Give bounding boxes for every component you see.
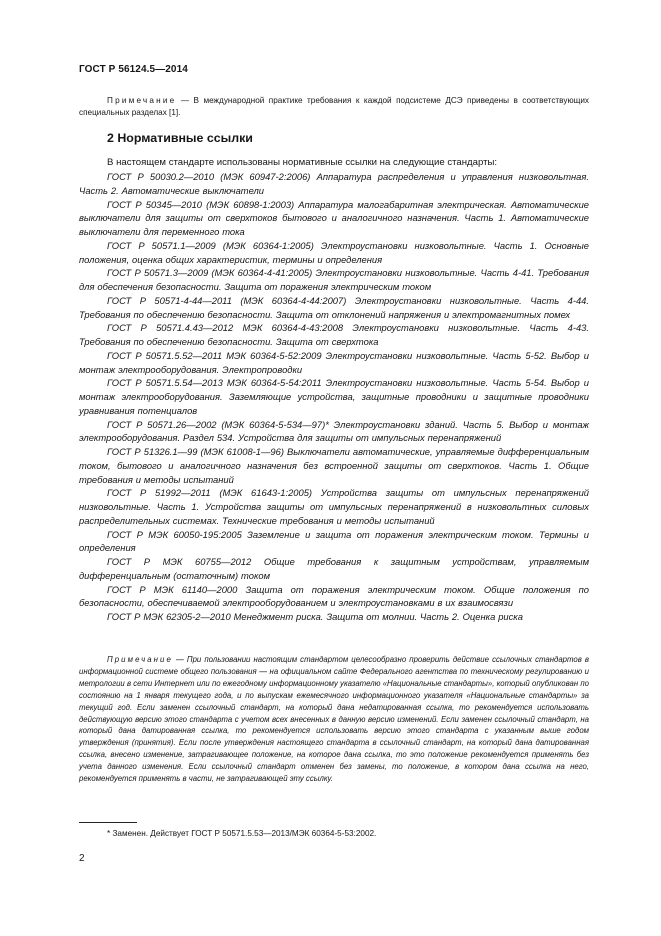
section-title: 2 Нормативные ссылки — [107, 131, 253, 145]
reference-item: ГОСТ Р 50571.26—2002 (МЭК 60364-5-534—97)* Электроустановки зданий. Часть 5. Выбор и монтаж электрооборудования. Раздел 534. Устройства для защиты от импульсных перенапряжений — [79, 418, 589, 444]
section-intro: В настоящем стандарте использованы нормативные ссылки на следующие стандарты: — [107, 157, 498, 168]
reference-item: ГОСТ Р 50571.5.54—2013 МЭК 60364-5-54:2011 Электроустановки низковольтные. Часть 5-54. Выбор и монтаж электрооборудования. Заземляющие устройства, защитные проводники и защитные проводники уравнивания потенциалов — [79, 377, 589, 416]
footnote: * Заменен. Действует ГОСТ Р 50571.5.53—2013/МЭК 60364-5-53:2002. — [107, 829, 377, 838]
note-standards-usage — [79, 654, 589, 785]
reference-item: ГОСТ Р МЭК 62305-2—2010 Менеджмент риска. Защита от молнии. Часть 2. Оценка риска — [107, 611, 523, 622]
reference-item: ГОСТ Р МЭК 60755—2012 Общие требования к защитным устройствам, управляемым дифференциальным (остаточным) током — [79, 556, 589, 581]
note-label: Примечание — [107, 96, 177, 105]
normative-references-list — [79, 170, 589, 624]
reference-item: ГОСТ Р МЭК 60050-195:2005 Заземление и защита от поражения электрическим током. Термины и определения — [79, 528, 589, 554]
document-code-header: ГОСТ Р 56124.5—2014 — [79, 64, 188, 75]
reference-item: ГОСТ Р 51326.1—99 (МЭК 61008-1—96) Выключатели автоматические, управляемые дифференциальным током, бытового и аналогичного назначения без встроенной защиты от сверхтоков. Часть 1. Общие требования и методы испытаний — [79, 446, 589, 485]
reference-item: ГОСТ Р 50571.4.43—2012 МЭК 60364-4-43:2008 Электроустановки низковольтные. Часть 4-43. Требования по обеспечению безопасности. Защита от сверхтока — [79, 322, 589, 347]
page-number: 2 — [79, 853, 85, 864]
footnote-divider — [79, 822, 137, 823]
reference-item: ГОСТ Р 50571-4-44—2011 (МЭК 60364-4-44:2007) Электроустановки низковольтные. Часть 4-44. Требования по обеспечению безопасности. Защита от отклонений напряжения и электромагнитных помех — [79, 294, 589, 320]
reference-item: ГОСТ Р 50030.2—2010 (МЭК 60947-2:2006) Аппаратура распределения и управления низковольтная. Часть 2. Автоматические выключатели — [79, 171, 589, 196]
reference-item: ГОСТ Р 50571.1—2009 (МЭК 60364-1:2005) Электроустановки низковольтные. Часть 1. Основные положения, оценка общих характеристик, термины и определения — [79, 239, 589, 265]
reference-item: ГОСТ Р 51992—2011 (МЭК 61643-1:2005) Устройства защиты от импульсных перенапряжений низковольтные. Часть 1. Устройства защиты от импульсных перенапряжений в низковольтных силовых распределительных системах. Технические требования и методы испытаний — [79, 487, 589, 526]
note-international-practice — [79, 95, 589, 119]
reference-item: ГОСТ Р 50571.5.52—2011 МЭК 60364-5-52:2009 Электроустановки низковольтные. Часть 5-52. Выбор и монтаж электрооборудования. Электропроводки — [79, 349, 589, 375]
note-text: — При пользовании настоящим стандартом целесообразно проверить действие ссылочных стандартов в информационной системе общего пользования — на официальном сайте Федерального агентства по техническому регулированию и метрологии в сети Интернет или по ежегодному информационному указателю «Национальные стандарты», который опубликован по состоянию на 1 января текущего года, и по выпускам ежемесячного информационного указателя «Национальные стандарты» за текущий год. Если заменен ссылочный стандарт, на который дана недатированная ссылка, то рекомендуется использовать действующую версию этого стандарта с учетом всех внесенных в данную версию изменений. Если заменен ссылочный стандарт, на который дана датированная ссылка, то рекомендуется использовать версию этого стандарта с указанным выше годом утверждения (принятия). Если после утверждения настоящего стандарта в ссылочный стандарт, на который дана датированная ссылка, внесено изменение, затрагивающее положение, на которое дана ссылка, то это положение рекомендуется применять без учета данного изменения. Если ссылочный стандарт отменен без замены, то положение, в котором дана ссылка на него, рекомендуется применять в части, не затрагивающей эту ссылку. — [79, 655, 589, 784]
note-label: Примечание — [107, 655, 173, 664]
reference-item: ГОСТ Р 50345—2010 (МЭК 60898-1:2003) Аппаратура малогабаритная электрическая. Автоматические выключатели для защиты от сверхтоков бытового и аналогичного назначения. Часть 1. Автоматические выключатели для переменного тока — [79, 198, 589, 237]
reference-item: ГОСТ Р МЭК 61140—2000 Защита от поражения электрическим током. Общие положения по безопасности, обеспечиваемой электрооборудованием и электроустановками в их взаимосвязи — [79, 583, 589, 609]
note-text: — В международной практике требования к каждой подсистеме ДСЭ приведены в соответствующих специальных разделах [1]. — [79, 96, 589, 117]
reference-item: ГОСТ Р 50571.3—2009 (МЭК 60364-4-41:2005) Электроустановки низковольтные. Часть 4-41. Требования для обеспечения безопасности. Защита от поражения электрическим током — [79, 267, 589, 292]
